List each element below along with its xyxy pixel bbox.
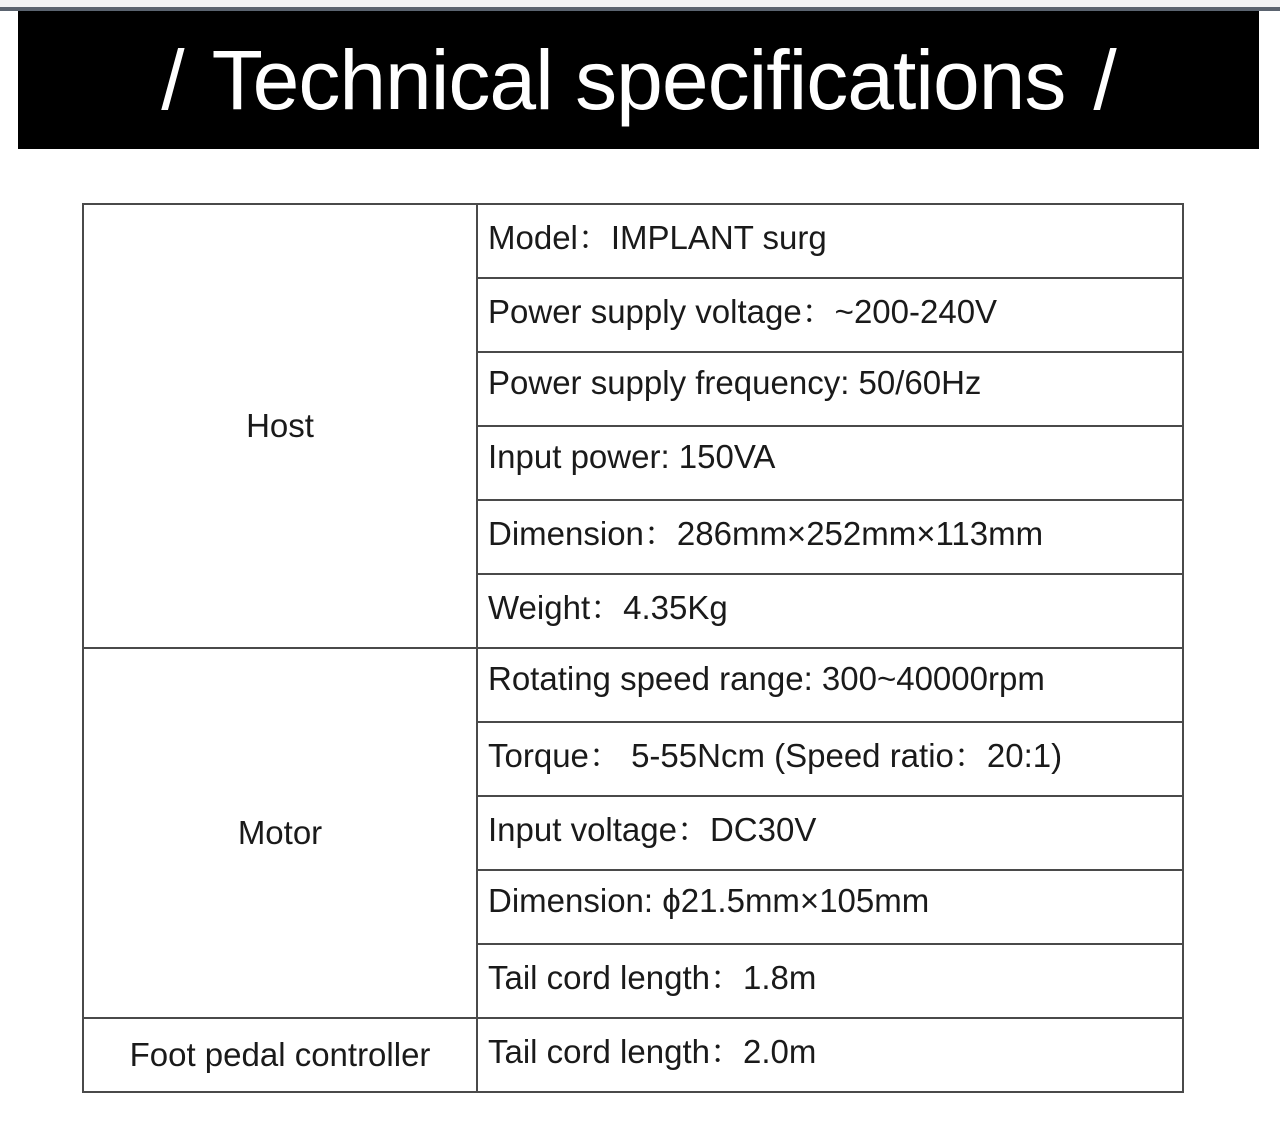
spec-text: Weight：4.35Kg xyxy=(488,588,728,626)
group-label-foot-pedal: Foot pedal controller xyxy=(83,1018,477,1092)
spec-value xyxy=(477,574,1183,648)
spec-value xyxy=(477,722,1183,796)
spec-value xyxy=(477,796,1183,870)
spec-text: Rotating speed range: 300~40000rpm xyxy=(488,660,1045,697)
spec-value xyxy=(477,944,1183,1018)
group-label-host: Host xyxy=(83,204,477,648)
table-row xyxy=(83,204,1183,278)
spec-text: Input power: 150VA xyxy=(488,438,776,475)
spec-value xyxy=(477,500,1183,574)
spec-text: Input voltage：DC30V xyxy=(488,810,817,848)
table-row xyxy=(83,1018,1183,1092)
spec-value xyxy=(477,1018,1183,1092)
table-row xyxy=(83,648,1183,722)
spec-value xyxy=(477,870,1183,944)
spec-text: Power supply frequency: 50/60Hz xyxy=(488,364,982,401)
spec-text: Torque： 5-55Ncm (Speed ratio：20:1) xyxy=(488,736,1063,774)
spec-text: Dimension: ϕ21.5mm×105mm xyxy=(488,882,930,919)
spec-text: Model：IMPLANT surg xyxy=(488,218,827,256)
spec-value xyxy=(477,426,1183,500)
spec-value xyxy=(477,352,1183,426)
spec-text: Power supply voltage：~200-240V xyxy=(488,292,998,330)
title-slash-right: / xyxy=(1093,32,1116,127)
group-label-motor: Motor xyxy=(83,648,477,1018)
spec-value xyxy=(477,278,1183,352)
spec-text: Tail cord length：1.8m xyxy=(488,958,817,996)
spec-text: Tail cord length：2.0m xyxy=(488,1032,817,1070)
spec-value xyxy=(477,204,1183,278)
spec-text: Dimension：286mm×252mm×113mm xyxy=(488,514,1044,552)
spec-value xyxy=(477,648,1183,722)
page-title: Technical specifications xyxy=(211,32,1066,127)
spec-table xyxy=(82,203,1184,1093)
title-banner xyxy=(18,11,1259,149)
title-slash-left: / xyxy=(161,32,184,127)
